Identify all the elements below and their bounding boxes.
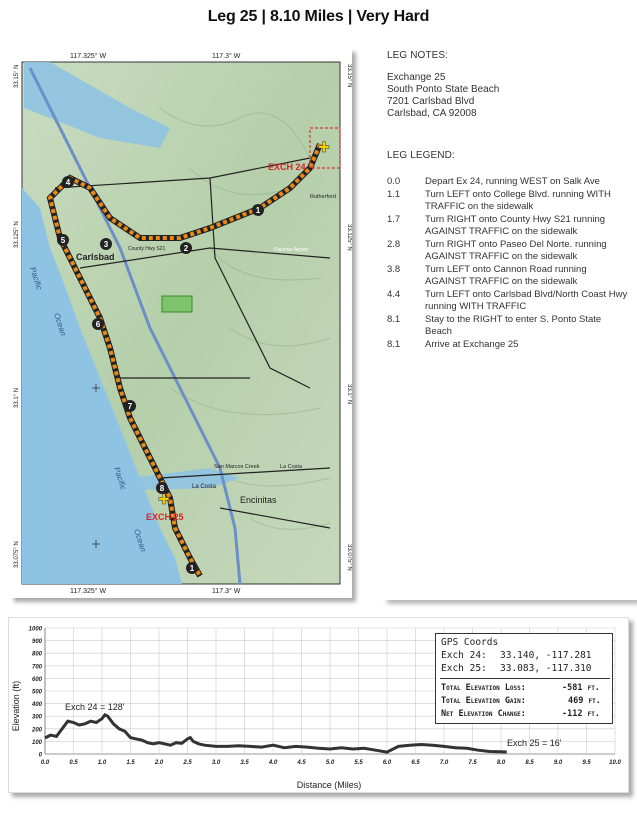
place-san-marcos-creek: San Marcos Creek xyxy=(214,464,260,470)
place-carlsbad: Carlsbad xyxy=(76,252,115,262)
marker-8-label: 8 xyxy=(159,484,165,493)
legend-text: Arrive at Exchange 25 xyxy=(425,339,519,350)
x-tick-label: 5.5 xyxy=(354,760,363,766)
place-la-costa-east: La Costa xyxy=(280,464,303,470)
coord-right-1: 33.15° N xyxy=(346,64,352,88)
gps-heading: GPS Coords xyxy=(441,637,499,648)
legend-distance: 1.7 xyxy=(387,214,401,225)
coord-right-4: 33.075° N xyxy=(346,544,352,571)
ocean-label-lower-pacific: Pacific xyxy=(112,465,128,492)
x-tick-label: 1.0 xyxy=(97,760,107,766)
place-la-costa: La Costa xyxy=(192,484,217,490)
x-tick-label: 3.5 xyxy=(240,760,249,766)
x-tick-label: 2.0 xyxy=(154,760,164,766)
gps-coords-box xyxy=(435,633,613,724)
x-tick-label: 6.5 xyxy=(411,760,420,766)
legend-text: Turn LEFT onto Carlsbad Blvd/North Coast Hwy running WITH TRAFFIC xyxy=(425,289,628,312)
gps-gain-label: Total Elevation Gain: xyxy=(441,696,526,706)
gps-divider xyxy=(440,678,610,679)
y-axis-label: Elevation (ft) xyxy=(11,680,21,732)
x-tick-label: 6.0 xyxy=(382,760,392,766)
address-line-1: Exchange 25 xyxy=(387,72,446,83)
x-tick-label: 10.0 xyxy=(609,760,621,766)
marker-5-label: 5 xyxy=(60,236,66,245)
coord-right-2: 33.125° N xyxy=(346,224,352,251)
marker-2-label: 2 xyxy=(183,244,189,253)
leg-legend-heading: LEG LEGEND: xyxy=(387,150,455,161)
exchange-24-label: EXCH 24 xyxy=(268,162,306,172)
leg-notes-heading: LEG NOTES: xyxy=(387,50,449,61)
y-tick-label: 200 xyxy=(31,727,42,734)
ocean-label-upper-ocean: Ocean xyxy=(52,311,68,338)
park xyxy=(162,296,192,312)
x-tick-label: 8.5 xyxy=(525,760,534,766)
x-tick-label: 9.5 xyxy=(582,760,591,766)
coord-left-3: 33.1° N xyxy=(14,387,20,408)
start-elevation-label: Exch 24 = 128' xyxy=(65,702,125,712)
x-tick-label: 0.0 xyxy=(40,760,50,766)
x-tick-label: 8.0 xyxy=(496,760,506,766)
marker-1b-label: 1 xyxy=(189,564,195,573)
x-tick-label: 4.5 xyxy=(297,760,306,766)
legend-text: Stay to the RIGHT to enter S. Ponto State Beach xyxy=(425,314,602,337)
exchange-25-label: EXCH 25 xyxy=(146,512,184,522)
marker-1-label: 1 xyxy=(255,206,261,215)
legend-text: Turn LEFT onto College Blvd. running WITH TRAFFIC on the sidewalk xyxy=(425,189,611,212)
x-tick-labels xyxy=(41,760,622,766)
end-elevation-label: Exch 25 = 16' xyxy=(507,738,562,748)
legend-text: Depart Ex 24, running WEST on Salk Ave xyxy=(425,176,600,187)
address-line-3: 7201 Carlsbad Blvd xyxy=(387,96,475,107)
coord-left-2: 33.125° N xyxy=(14,221,20,248)
coord-bottom-2: 117.3° W xyxy=(212,588,241,595)
marker-6-label: 6 xyxy=(95,320,101,329)
gps-loss-label: Total Elevation Loss: xyxy=(441,683,526,693)
address-line-2: South Ponto State Beach xyxy=(387,84,500,95)
exchange-24-icon: ✚ xyxy=(318,139,330,155)
y-tick-label: 1000 xyxy=(28,626,42,633)
coord-bottom-1: 117.325° W xyxy=(70,588,107,595)
route-map xyxy=(10,48,352,598)
y-tick-label: 700 xyxy=(31,664,42,671)
map-canvas xyxy=(10,48,352,598)
legend-text: Turn LEFT onto Cannon Road running AGAINST TRAFFIC on the sidewalk xyxy=(425,264,587,287)
legend-distance: 3.8 xyxy=(387,264,401,275)
ocean-label-upper-pacific: Pacific xyxy=(28,265,44,292)
gps-exch24-value: 33.140, -117.281 xyxy=(500,650,592,661)
legend-distance: 0.0 xyxy=(387,176,401,187)
gps-exch25-label: Exch 25: xyxy=(441,663,487,674)
gps-exch24-label: Exch 24: xyxy=(441,650,487,661)
y-tick-label: 0 xyxy=(38,752,42,759)
legend-text: Turn RIGHT onto Paseo Del Norte. running AGAINST TRAFFIC on the sidewalk xyxy=(425,239,607,262)
ocean-label-lower-ocean: Ocean xyxy=(132,527,148,554)
y-tick-label: 800 xyxy=(31,651,42,658)
legend-text: Turn RIGHT onto County Hwy S21 running AGAINST TRAFFIC on the sidewalk xyxy=(425,214,606,237)
y-tick-label: 600 xyxy=(31,676,42,683)
page-title: Leg 25 | 8.10 Miles | Very Hard xyxy=(207,8,430,25)
legend-distance: 8.1 xyxy=(387,339,401,350)
coord-left-1: 33.15° N xyxy=(14,64,20,88)
place-rutherford: Rutherford xyxy=(310,194,336,200)
exchange-25-icon: ✚ xyxy=(158,491,170,507)
gps-gain-value: 469 ft. xyxy=(568,696,601,706)
legend-distance: 4.4 xyxy=(387,289,401,300)
coord-right-3: 33.1° N xyxy=(346,384,352,405)
elevation-profile xyxy=(8,617,629,793)
x-tick-label: 4.0 xyxy=(268,760,278,766)
x-tick-label: 5.0 xyxy=(325,760,335,766)
marker-4-label: 4 xyxy=(65,178,71,187)
coord-left-4: 33.075° N xyxy=(14,541,20,568)
address-line-4: Carlsbad, CA 92008 xyxy=(387,108,477,119)
place-county-hwy: County Hwy S21 xyxy=(128,246,166,252)
coord-top-1: 117.325° W xyxy=(70,53,107,60)
x-tick-label: 1.5 xyxy=(126,760,135,766)
x-tick-label: 0.5 xyxy=(69,760,78,766)
gps-net-value: -112 ft. xyxy=(562,709,600,719)
x-tick-label: 7.0 xyxy=(439,760,449,766)
y-tick-labels xyxy=(29,627,43,759)
coord-top-2: 117.3° W xyxy=(212,53,241,60)
gps-net-label: Net Elevation Change: xyxy=(441,709,526,719)
leg-notes-panel xyxy=(383,44,637,600)
x-tick-label: 9.0 xyxy=(553,760,563,766)
y-tick-label: 300 xyxy=(31,714,42,721)
place-palomar-airport: Palomar Airport xyxy=(274,247,309,253)
x-tick-label: 3.0 xyxy=(211,760,221,766)
legend-distance: 2.8 xyxy=(387,239,401,250)
y-tick-label: 500 xyxy=(31,689,42,696)
marker-7-label: 7 xyxy=(127,402,133,411)
x-tick-label: 7.5 xyxy=(468,760,477,766)
y-tick-label: 100 xyxy=(31,739,42,746)
y-tick-label: 900 xyxy=(31,639,42,646)
x-axis-label: Distance (Miles) xyxy=(296,780,362,790)
marker-3-label: 3 xyxy=(103,240,109,249)
place-encinitas: Encinitas xyxy=(240,495,277,505)
x-tick-label: 2.5 xyxy=(183,760,192,766)
gps-exch25-value: 33.083, -117.310 xyxy=(500,663,592,674)
legend-distance: 1.1 xyxy=(387,189,401,200)
gps-loss-value: -581 ft. xyxy=(562,683,600,693)
legend-distance: 8.1 xyxy=(387,314,401,325)
y-tick-label: 400 xyxy=(31,702,42,709)
